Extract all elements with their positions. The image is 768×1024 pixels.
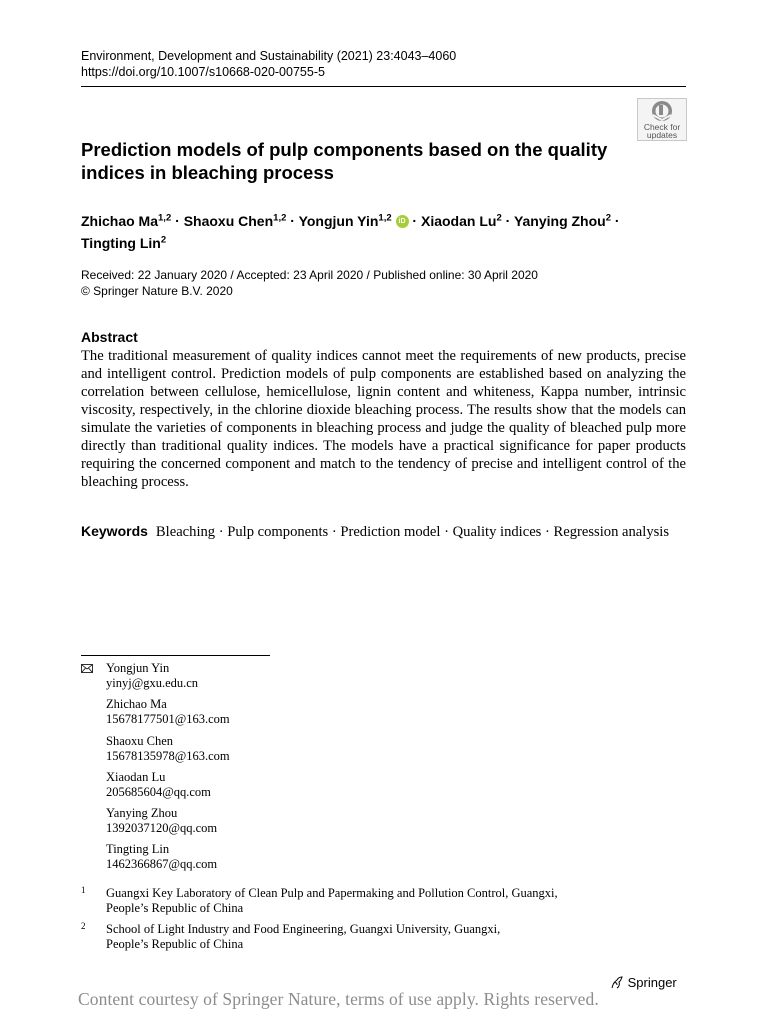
contact-entry	[106, 842, 217, 872]
keywords-text: Bleaching · Pulp components · Prediction model · Quality indices · Regression analysis	[155, 524, 670, 540]
contact-name: Yanying Zhou	[106, 806, 178, 820]
publisher-name: Springer	[627, 975, 677, 990]
author[interactable]: Yanying Zhou$^2$	[513, 212, 612, 229]
springer-logo	[610, 975, 677, 990]
courtesy-watermark: Content courtesy of Springer Nature, terms of use apply. Rights reserved.	[78, 989, 599, 1009]
header-rule	[81, 86, 686, 87]
author[interactable]: Xiaodan Lu$^2$	[420, 212, 502, 229]
affiliation-number: 1	[81, 885, 86, 895]
contact-entry	[106, 770, 211, 800]
contact-email[interactable]: 15678135978@163.com	[106, 749, 230, 763]
affiliation-line: People’s Republic of China	[106, 937, 244, 951]
contact-name: Shaoxu Chen	[106, 734, 174, 748]
contact-email[interactable]: 1462366867@qq.com	[106, 857, 218, 871]
contact-entry	[106, 697, 230, 727]
journal-citation: Environment, Development and Sustainability (2021) 23:4043–4060	[81, 49, 457, 63]
journal-header	[81, 48, 456, 80]
contact-email[interactable]: 1392037120@qq.com	[106, 821, 218, 835]
contact-name: Zhichao Ma	[106, 697, 167, 711]
contact-entry	[106, 806, 217, 836]
contact-email[interactable]: yinyj@gxu.edu.cn	[106, 676, 199, 690]
author[interactable]: Tingting Lin$^2$	[81, 234, 167, 252]
author-list: Zhichao Ma$^{1,2}$ · Shaoxu Chen$^{1,2}$ · Yongjun Yin$^{1,2}$ iD · Xiaodan $Lu^2$ · Yanying Zhou$^2$ · Tingting Lin$^2$	[81, 212, 620, 252]
check-for-updates-badge[interactable]	[637, 98, 687, 141]
contact-name: Tingting Lin	[106, 842, 170, 856]
affiliation-line: School of Light Industry and Food Engineering, Guangxi University, Guangxi,	[106, 922, 501, 936]
doi-link[interactable]: https://doi.org/10.1007/s10668-020-00755-5	[81, 65, 325, 79]
check-updates-icon	[637, 98, 687, 141]
affiliation-number: 2	[81, 921, 86, 931]
abstract-text: The traditional measurement of quality indices cannot meet the requirements of new products, precise and intelligent control. Prediction models of pulp components are established based on analyzing the correlation between cellulose, hemicellulose, lignin content and whiteness, Kappa number, intrinsic viscosity, respectively, in the chlorine dioxide bleaching process. The results show that the models can simulate the varieties of components in bleaching process and judge the quality of bleached pulp more directly than traditional quality indices. The models have a practical significance for paper products requiring the concerned component and match to the tendency of precise and intelligent control of the bleaching process.	[81, 348, 686, 490]
contact-email[interactable]: 15678177501@163.com	[106, 712, 230, 726]
badge-line2: updates	[646, 130, 678, 140]
abstract-heading: Abstract	[81, 329, 138, 345]
badge-line1: Check for	[643, 122, 681, 132]
publication-history	[81, 267, 538, 299]
contact-name: Yongjun Yin	[106, 661, 170, 675]
contact-email[interactable]: 205685604@qq.com	[106, 785, 211, 799]
orcid-icon[interactable]: iD	[396, 215, 409, 228]
contact-entry	[106, 661, 198, 691]
affiliation-line: Guangxi Key Laboratory of Clean Pulp and Papermaking and Pollution Control, Guangxi,	[106, 886, 558, 900]
author[interactable]: Shaoxu Chen$^{1,2}$	[183, 212, 287, 229]
copyright-line: © Springer Nature B.V. 2020	[81, 284, 233, 298]
author[interactable]: Yongjun Yin$^{1,2}$ iD	[299, 213, 409, 229]
paper-title: Prediction models of pulp components based on the quality indices in bleaching process	[81, 139, 608, 183]
keywords-label: Keywords	[81, 523, 148, 539]
footnote-rule	[81, 655, 270, 656]
keywords-section	[81, 522, 686, 541]
dates-line: Received: 22 January 2020 / Accepted: 23 April 2020 / Published online: 30 April 2020	[81, 268, 538, 282]
envelope-icon	[81, 664, 93, 673]
affiliation-line: People’s Republic of China	[106, 901, 244, 915]
springer-horse-icon	[610, 976, 624, 989]
author[interactable]: Zhichao Ma$^{1,2}$	[81, 212, 172, 229]
contact-entry	[106, 734, 230, 764]
contact-name: Xiaodan Lu	[106, 770, 166, 784]
